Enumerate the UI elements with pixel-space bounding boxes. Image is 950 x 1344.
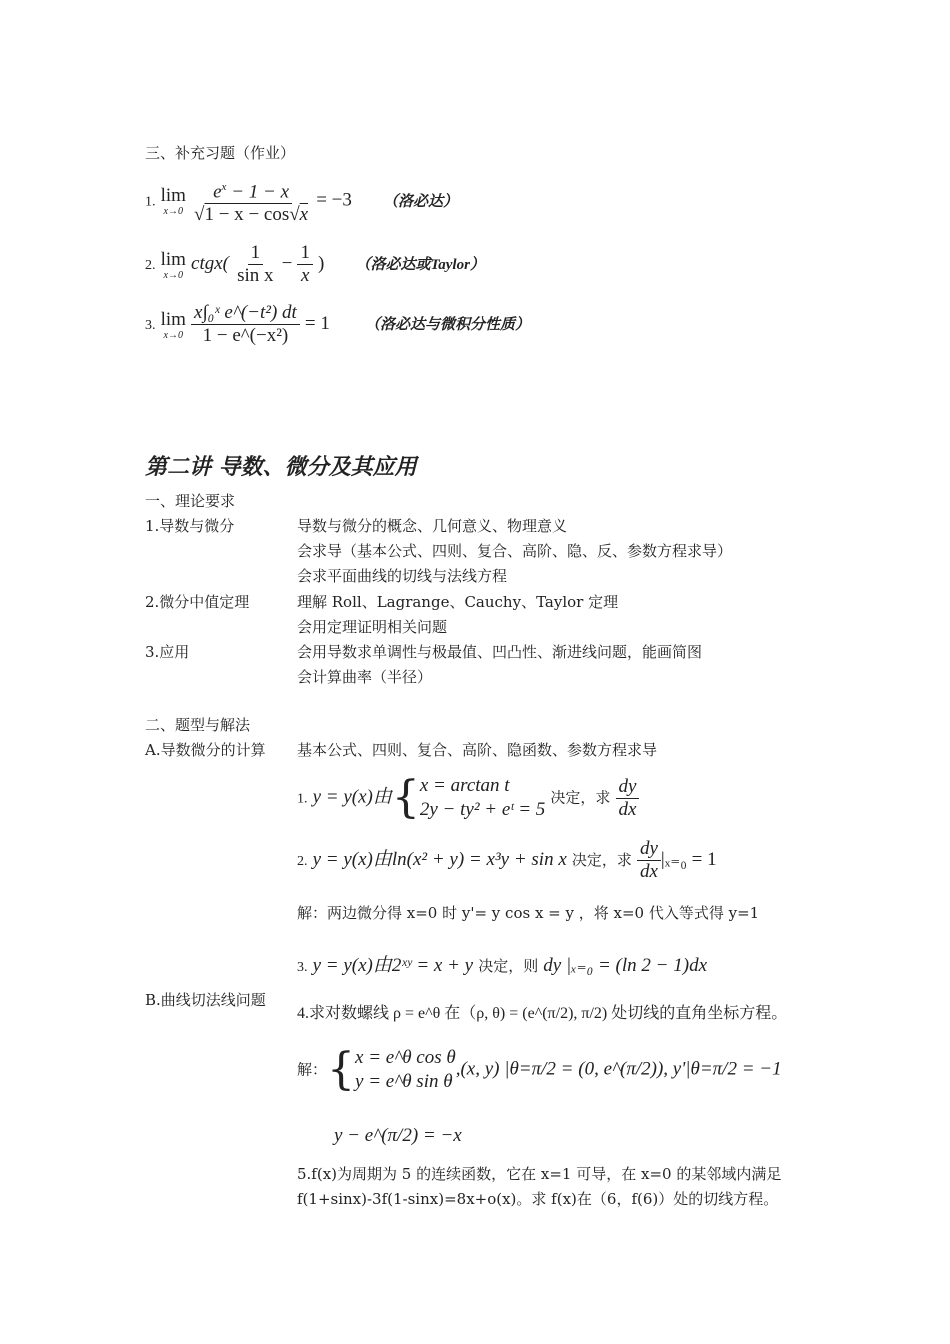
problem-number: 2. xyxy=(297,854,308,869)
fraction: $\frac{\text{x∫₀ˣ e\textasciicircum{}(−t²) dt}}{\text{1 − e\textasciicircum{}(−x²)}}$ xyxy=(191,302,300,347)
equation-system: x = e^θ cos θ y = e^θ sin θ xyxy=(355,1047,456,1092)
problem-4-answer: y − e^(π/2) = −x xyxy=(334,1125,462,1146)
theory-item-line: 会计算曲率（半径） xyxy=(297,668,433,686)
problem-text: 决定，求 xyxy=(550,788,611,807)
problem-1 xyxy=(297,774,639,822)
problem-text: 决定，则 xyxy=(478,957,539,975)
fraction: $\frac{e^x - 1 - x}{√1 - x - \cos√x}$ xyxy=(191,176,311,226)
theory-item-label: 2.微分中值定理 xyxy=(145,593,250,611)
expression: y = y(x)由2ˣʸ = x + y xyxy=(312,955,474,976)
problem-2-solution: 解：两边微分得 x=0 时 y'= y cos x = y ，将 x=0 代入等式得 y=1 xyxy=(297,904,760,922)
exercise-number: 1. xyxy=(145,194,156,210)
theory-item-line: 会用定理证明相关问题 xyxy=(297,618,448,636)
equation-rhs: = 1 xyxy=(304,313,330,334)
theory-item-line: 会用导数求单调性与极最值、凹凸性、渐进线问题，能画简图 xyxy=(297,643,703,661)
derivative-fraction: $\frac{dy}{dx}$ xyxy=(637,838,661,883)
equation-system: x = arctan t 2y − ty² + eᵗ = 5 xyxy=(419,775,546,820)
problem-text: 决定，求 xyxy=(571,851,632,869)
theory-item-line: 会求平面曲线的切线与法线方程 xyxy=(297,567,508,585)
limit-operator: lim x→0 xyxy=(160,185,186,218)
category-b-label: B.曲线切法线问题 xyxy=(145,991,266,1009)
expression: y = y(x)由ln(x² + y) = x³y + sin x xyxy=(312,849,567,870)
theory-heading: 一、理论要求 xyxy=(145,492,236,510)
evaluation: |ₓ₌₀ = 1 xyxy=(660,849,717,870)
problem-4-solution xyxy=(297,1046,782,1094)
problem-3 xyxy=(297,950,707,977)
problem-5-line-2: f(1+sinx)-3f(1-sinx)=8x+o(x)。求 f(x)在（6，f(6)）处的切线方程。 xyxy=(297,1190,779,1208)
derivative-fraction: $\frac{dy}{dx}$ xyxy=(616,776,640,821)
category-a-label: A.导数微分的计算 xyxy=(145,741,266,759)
exercise-1 xyxy=(145,176,458,226)
problem-number: 1. xyxy=(297,791,308,807)
exercise-2 xyxy=(145,242,485,287)
solution-lead: 解： xyxy=(297,1060,328,1079)
left-brace: { xyxy=(391,772,420,823)
supplement-heading: 三、补充习题（作业） xyxy=(145,144,296,162)
method-note: （洛必达或Taylor） xyxy=(355,257,485,273)
minus-sign: − xyxy=(281,253,293,274)
limit-operator: lim x→0 xyxy=(160,248,186,281)
theory-item-line: 理解 Roll、Lagrange、Cauchy、Taylor 定理 xyxy=(297,593,619,611)
fraction: $\frac{1}{x}$ xyxy=(297,242,313,287)
exercise-3 xyxy=(145,302,530,347)
problem-5-line-1: 5.f(x)为周期为 5 的连续函数，它在 x=1 可导，在 x=0 的某邻域内满足 xyxy=(297,1165,782,1183)
category-a-description: 基本公式、四则、复合、高阶、隐函数、参数方程求导 xyxy=(297,741,658,759)
limit-operator: lim x→0 xyxy=(160,308,186,341)
left-brace: { xyxy=(327,1044,356,1095)
problem-4: 4.求对数螺线 ρ = e^θ 在（ρ, θ) = (e^(π/2), π/2) 处切线的直角坐标方程。 xyxy=(297,1005,788,1022)
theory-item-label: 1.导数与微分 xyxy=(145,517,235,535)
evaluation: ,(x, y) |θ=π/2 = (0, e^(π/2)), y'|θ=π/2 = −1 xyxy=(455,1058,782,1080)
types-heading: 二、题型与解法 xyxy=(145,716,251,734)
method-note: （洛必达） xyxy=(382,193,458,210)
lecture-title: 第二讲 导数、微分及其应用 xyxy=(145,455,417,480)
exercise-number: 2. xyxy=(145,258,156,273)
theory-item-line: 会求导（基本公式、四则、复合、高阶、隐、反、参数方程求导） xyxy=(297,542,733,560)
theory-item-line: 导数与微分的概念、几何意义、物理意义 xyxy=(297,517,568,535)
equation-rhs: = −3 xyxy=(316,189,352,211)
close-paren: ) xyxy=(318,253,325,274)
expression: y = y(x)由 xyxy=(312,786,392,808)
expression-prefix: ctgx( xyxy=(191,253,230,274)
result: dy |ₓ₌₀ = (ln 2 − 1)dx xyxy=(543,955,707,976)
fraction: $\frac{1}{\text{sin x}}$ xyxy=(237,242,274,286)
problem-number: 3. xyxy=(297,960,308,975)
problem-2 xyxy=(297,838,717,883)
method-note: （洛必达与微积分性质） xyxy=(364,317,530,333)
exercise-number: 3. xyxy=(145,318,156,333)
theory-item-label: 3.应用 xyxy=(145,643,190,661)
